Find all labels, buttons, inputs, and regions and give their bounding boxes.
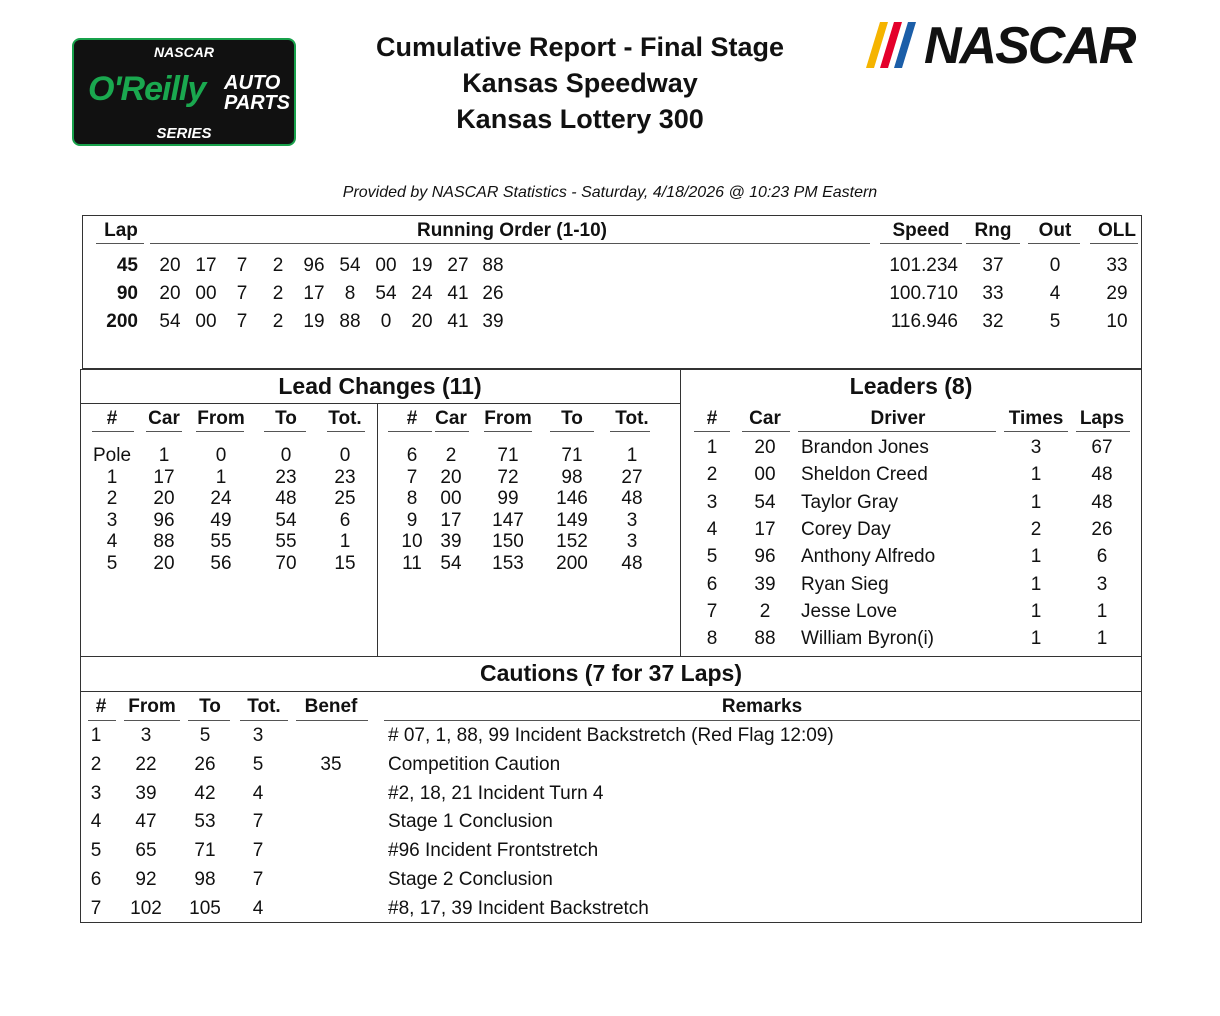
running-order-car: 17 [195, 255, 217, 276]
lead-change-cell: 6 [339, 509, 351, 531]
lead-change-cell: 1 [626, 445, 638, 466]
lead-change-cell: 3 [626, 509, 638, 531]
leader-driver: Ryan Sieg [801, 573, 889, 595]
lead-change-cell: 96 [153, 509, 175, 531]
lead-changes-col-header: To [561, 408, 583, 429]
lead-change-cell: 149 [556, 509, 588, 531]
logo-brand-text: O'Reilly [88, 70, 206, 108]
leader-times: 1 [1030, 491, 1042, 513]
running-order-car: 0 [380, 311, 392, 332]
leader-rank: 8 [706, 628, 718, 650]
caution-number: 6 [90, 869, 102, 890]
leader-rank: 6 [706, 573, 718, 595]
oll-value: 10 [1106, 311, 1128, 332]
leader-car: 2 [759, 600, 771, 622]
lead-change-cell: 20 [153, 553, 175, 574]
lead-changes-header-underline [92, 431, 134, 432]
leaders-col-header: Laps [1079, 408, 1125, 429]
lap-header-underline [96, 243, 144, 244]
leaders-header-underline [1076, 431, 1130, 432]
caution-from: 47 [135, 811, 157, 833]
lead-change-cell: 1 [158, 445, 170, 466]
running-order-car: 88 [482, 255, 504, 276]
lead-change-cell: 152 [556, 531, 588, 553]
speed-header-underline [880, 243, 962, 244]
caution-remarks: Stage 2 Conclusion [388, 869, 553, 890]
running-order-car: 27 [447, 255, 469, 276]
lead-change-cell: 49 [210, 509, 232, 531]
caution-total: 7 [252, 811, 264, 833]
lead-change-cell: 200 [556, 553, 588, 574]
lead-change-cell: 48 [621, 488, 643, 510]
running-order-car: 96 [303, 255, 325, 276]
caution-remarks: Stage 1 Conclusion [388, 811, 553, 833]
lead-change-cell: 17 [153, 466, 175, 488]
lead-changes-header-underline [550, 431, 594, 432]
lead-change-cell: 1 [106, 466, 118, 488]
caution-from: 102 [130, 897, 162, 919]
out-value: 5 [1049, 311, 1061, 332]
cautions-title: Cautions (7 for 37 Laps) [480, 660, 742, 686]
out-value: 4 [1049, 283, 1061, 304]
leader-laps: 48 [1091, 491, 1113, 513]
leader-driver: Corey Day [801, 518, 891, 540]
logo-series-text: SERIES [156, 125, 212, 142]
leaders-col-header: Driver [870, 408, 926, 429]
lap-number: 200 [106, 311, 138, 332]
caution-from: 22 [135, 753, 157, 775]
running-order-car: 17 [303, 283, 325, 304]
lead-change-cell: 39 [440, 531, 462, 553]
caution-from: 3 [140, 725, 152, 746]
lead-change-cell: 1 [339, 531, 351, 553]
logo-auto-parts-text: AUTO PARTS [224, 72, 290, 114]
caution-to: 26 [194, 753, 216, 775]
lead-changes-col-header: Tot. [615, 408, 649, 429]
lead-change-cell: 24 [210, 488, 232, 510]
leader-driver: Brandon Jones [801, 437, 929, 458]
leader-driver: William Byron(i) [801, 628, 934, 650]
lead-change-cell: 72 [497, 466, 519, 488]
lead-change-cell: 146 [556, 488, 588, 510]
nascar-stripes-icon [866, 22, 926, 68]
leader-laps: 3 [1096, 573, 1108, 595]
running-order-car: 7 [236, 311, 248, 332]
leader-car: 20 [754, 437, 776, 458]
running-order-car: 19 [411, 255, 433, 276]
lead-change-cell: 88 [153, 531, 175, 553]
leader-laps: 67 [1091, 437, 1113, 458]
cautions-col-header: To [199, 696, 221, 717]
running-order-car: 00 [195, 283, 217, 304]
lead-change-cell: 98 [561, 466, 583, 488]
lead-change-cell: 6 [406, 445, 418, 466]
lead-change-cell: 48 [275, 488, 297, 510]
leaders-header-underline [798, 431, 996, 432]
running-order-car: 20 [159, 255, 181, 276]
caution-number: 4 [90, 811, 102, 833]
lead-changes-col-header: To [275, 408, 297, 429]
leader-driver: Taylor Gray [801, 491, 899, 513]
section-divider [680, 369, 681, 657]
leader-car: 88 [754, 628, 776, 650]
rng-value: 32 [982, 311, 1004, 332]
cautions-header-underline [384, 720, 1140, 721]
lead-change-cell: 0 [215, 445, 227, 466]
lead-changes-header-underline [484, 431, 532, 432]
leaders-title: Leaders (8) [849, 373, 973, 399]
lead-change-cell: 3 [626, 531, 638, 553]
lead-change-cell: 71 [497, 445, 519, 466]
leader-car: 17 [754, 518, 776, 540]
logo-nascar-text: NASCAR [154, 44, 214, 60]
lead-change-cell: 17 [440, 509, 462, 531]
caution-to: 105 [189, 897, 221, 919]
lead-change-cell: 2 [106, 488, 118, 510]
lead-changes-header-underline [610, 431, 650, 432]
leader-driver: Sheldon Creed [801, 464, 928, 486]
nascar-logo [866, 17, 1136, 75]
running-order-car: 7 [236, 255, 248, 276]
lead-change-cell: 147 [492, 509, 524, 531]
speed-value: 100.710 [889, 283, 958, 304]
cautions-header-underline [88, 720, 116, 721]
lead-changes-title: Lead Changes (11) [278, 373, 482, 399]
lead-change-cell: 10 [401, 531, 423, 553]
leader-times: 1 [1030, 546, 1042, 568]
caution-remarks: Competition Caution [388, 753, 561, 775]
caution-remarks: #2, 18, 21 Incident Turn 4 [388, 782, 604, 804]
lead-changes-col-header: From [197, 408, 245, 429]
caution-remarks: #96 Incident Frontstretch [388, 840, 599, 862]
lead-change-cell: 150 [492, 531, 524, 553]
caution-number: 2 [90, 753, 102, 775]
caution-to: 42 [194, 782, 216, 804]
leaders-header-underline [1004, 431, 1068, 432]
lead-change-cell: 2 [445, 445, 457, 466]
lead-changes-header-underline [388, 431, 432, 432]
caution-total: 5 [252, 753, 264, 775]
lead-change-cell: Pole [92, 445, 132, 466]
running-order-car: 39 [482, 311, 504, 332]
leaders-col-header: Car [749, 408, 781, 429]
cautions-header-underline [188, 720, 230, 721]
col-header-oll: OLL [1098, 220, 1136, 241]
running-order-car: 26 [482, 283, 504, 304]
leader-laps: 26 [1091, 518, 1113, 540]
lead-change-cell: 7 [406, 466, 418, 488]
oll-header-underline [1090, 243, 1138, 244]
lead-changes-header-underline [327, 431, 365, 432]
lead-change-cell: 5 [106, 553, 118, 574]
leader-car: 00 [754, 464, 776, 486]
cautions-header-underline [296, 720, 368, 721]
col-header-out: Out [1038, 220, 1072, 241]
leader-laps: 6 [1096, 546, 1108, 568]
speed-value: 101.234 [889, 255, 958, 276]
leaders-header-underline [742, 431, 790, 432]
col-header-lap: Lap [104, 220, 138, 241]
leader-laps: 48 [1091, 464, 1113, 486]
order-header-underline [150, 243, 870, 244]
lead-change-cell: 55 [210, 531, 232, 553]
cautions-col-header: From [128, 696, 176, 717]
running-order-car: 00 [195, 311, 217, 332]
col-header-running-order: Running Order (1-10) [416, 220, 607, 241]
leader-driver: Anthony Alfredo [801, 546, 936, 568]
lead-changes-col-header: Car [148, 408, 180, 429]
provided-by: Provided by NASCAR Statistics - Saturday, 4/18/2026 @ 10:23 PM Eastern [342, 184, 878, 201]
leader-rank: 5 [706, 546, 718, 568]
running-order-car: 2 [272, 255, 284, 276]
cautions-col-header: Tot. [247, 696, 281, 717]
caution-remarks: # 07, 1, 88, 99 Incident Backstretch (Red Flag 12:09) [388, 725, 834, 746]
running-order-car: 2 [272, 283, 284, 304]
lead-change-cell: 4 [106, 531, 118, 553]
caution-total: 4 [252, 897, 264, 919]
running-order-car: 19 [303, 311, 325, 332]
running-order-car: 2 [272, 311, 284, 332]
caution-remarks: #8, 17, 39 Incident Backstretch [388, 897, 649, 919]
lead-changes-col-header: # [406, 408, 418, 429]
rng-header-underline [966, 243, 1020, 244]
lead-change-cell: 15 [334, 553, 356, 574]
lead-change-cell: 70 [275, 553, 297, 574]
caution-to: 71 [194, 840, 216, 862]
speed-value: 116.946 [890, 311, 958, 332]
lead-change-cell: 48 [621, 553, 643, 574]
lead-changes-col-header: From [484, 408, 532, 429]
lead-change-cell: 0 [280, 445, 292, 466]
lead-change-cell: 54 [275, 509, 297, 531]
caution-total: 4 [252, 782, 264, 804]
cautions-header-underline [124, 720, 180, 721]
lead-changes-col-header: Car [435, 408, 467, 429]
leader-laps: 1 [1096, 600, 1108, 622]
caution-total: 7 [252, 840, 264, 862]
lead-changes-header-underline [435, 431, 469, 432]
col-header-rng: Rng [974, 220, 1012, 241]
lead-changes-header-underline [264, 431, 306, 432]
report-title: Cumulative Report - Final Stage [375, 32, 785, 62]
lead-changes-col-header: Tot. [328, 408, 362, 429]
caution-beneficiary: 35 [320, 753, 342, 775]
leader-times: 1 [1030, 464, 1042, 486]
cautions-col-header: Remarks [721, 696, 803, 717]
cautions-title-rule [80, 691, 1142, 692]
caution-from: 39 [135, 782, 157, 804]
out-header-underline [1028, 243, 1080, 244]
lap-number: 90 [116, 283, 138, 304]
lead-change-cell: 23 [275, 466, 297, 488]
lead-change-cell: 1 [215, 466, 227, 488]
leader-times: 1 [1030, 600, 1042, 622]
running-order-car: 20 [159, 283, 181, 304]
leader-laps: 1 [1096, 628, 1108, 650]
lead-changes-col-header: # [106, 408, 118, 429]
lap-number: 45 [116, 255, 138, 276]
lead-change-cell: 56 [210, 553, 232, 574]
cautions-col-header: Benef [304, 696, 358, 717]
cautions-header-underline [240, 720, 288, 721]
caution-number: 3 [90, 782, 102, 804]
running-order-car: 41 [447, 283, 469, 304]
leader-rank: 2 [706, 464, 718, 486]
cautions-col-header: # [95, 696, 107, 717]
caution-to: 53 [194, 811, 216, 833]
leader-times: 1 [1030, 573, 1042, 595]
lead-change-cell: 99 [497, 488, 519, 510]
caution-total: 3 [252, 725, 264, 746]
leader-rank: 4 [706, 518, 718, 540]
lead-change-cell: 00 [440, 488, 462, 510]
running-order-car: 54 [339, 255, 361, 276]
leader-rank: 7 [706, 600, 718, 622]
leader-rank: 3 [706, 491, 718, 513]
running-order-car: 24 [411, 283, 433, 304]
lead-change-cell: 20 [440, 466, 462, 488]
leaders-col-header: # [706, 408, 718, 429]
running-order-car: 41 [447, 311, 469, 332]
lead-change-cell: 11 [402, 553, 422, 574]
lead-change-cell: 3 [106, 509, 118, 531]
caution-to: 98 [194, 869, 216, 890]
oreilly-series-logo [72, 38, 296, 146]
caution-number: 1 [90, 725, 102, 746]
lead-change-cell: 0 [339, 445, 351, 466]
lead-change-cell: 54 [440, 553, 462, 574]
lead-changes-title-rule [80, 403, 680, 404]
lead-change-cell: 23 [334, 466, 356, 488]
caution-number: 7 [90, 897, 102, 919]
leader-car: 39 [754, 573, 776, 595]
running-order-car: 8 [344, 283, 356, 304]
lead-change-cell: 153 [492, 553, 524, 574]
leader-times: 1 [1030, 628, 1042, 650]
running-order-car: 88 [339, 311, 361, 332]
caution-to: 5 [199, 725, 211, 746]
lead-change-cell: 27 [621, 466, 643, 488]
race-name: Kansas Lottery 300 [456, 104, 704, 134]
running-order-car: 7 [236, 283, 248, 304]
leaders-col-header: Times [1008, 408, 1064, 429]
caution-total: 7 [252, 869, 264, 890]
running-order-car: 00 [375, 255, 397, 276]
caution-from: 92 [135, 869, 157, 890]
lead-changes-header-underline [146, 431, 182, 432]
col-header-speed: Speed [892, 220, 950, 241]
rng-value: 37 [982, 255, 1004, 276]
lead-change-cell: 9 [406, 509, 418, 531]
running-order-car: 54 [375, 283, 397, 304]
leaders-header-underline [694, 431, 730, 432]
track-name: Kansas Speedway [462, 68, 698, 98]
lead-change-cell: 25 [334, 488, 356, 510]
running-order-car: 54 [159, 311, 181, 332]
lead-change-cell: 8 [406, 488, 418, 510]
lead-changes-divider [377, 403, 378, 657]
leader-car: 54 [754, 491, 776, 513]
lead-changes-header-underline [196, 431, 244, 432]
lead-change-cell: 55 [275, 531, 297, 553]
caution-number: 5 [90, 840, 102, 862]
out-value: 0 [1049, 255, 1061, 276]
leader-times: 2 [1030, 518, 1042, 540]
leader-rank: 1 [706, 437, 718, 458]
oll-value: 33 [1106, 255, 1128, 276]
running-order-car: 20 [411, 311, 433, 332]
leader-driver: Jesse Love [801, 600, 898, 622]
rng-value: 33 [982, 283, 1004, 304]
oll-value: 29 [1106, 283, 1128, 304]
lead-change-cell: 71 [561, 445, 583, 466]
caution-from: 65 [135, 840, 157, 862]
leader-times: 3 [1030, 437, 1042, 458]
leader-car: 96 [754, 546, 776, 568]
nascar-wordmark: NASCAR [924, 17, 1135, 75]
lead-change-cell: 20 [153, 488, 175, 510]
